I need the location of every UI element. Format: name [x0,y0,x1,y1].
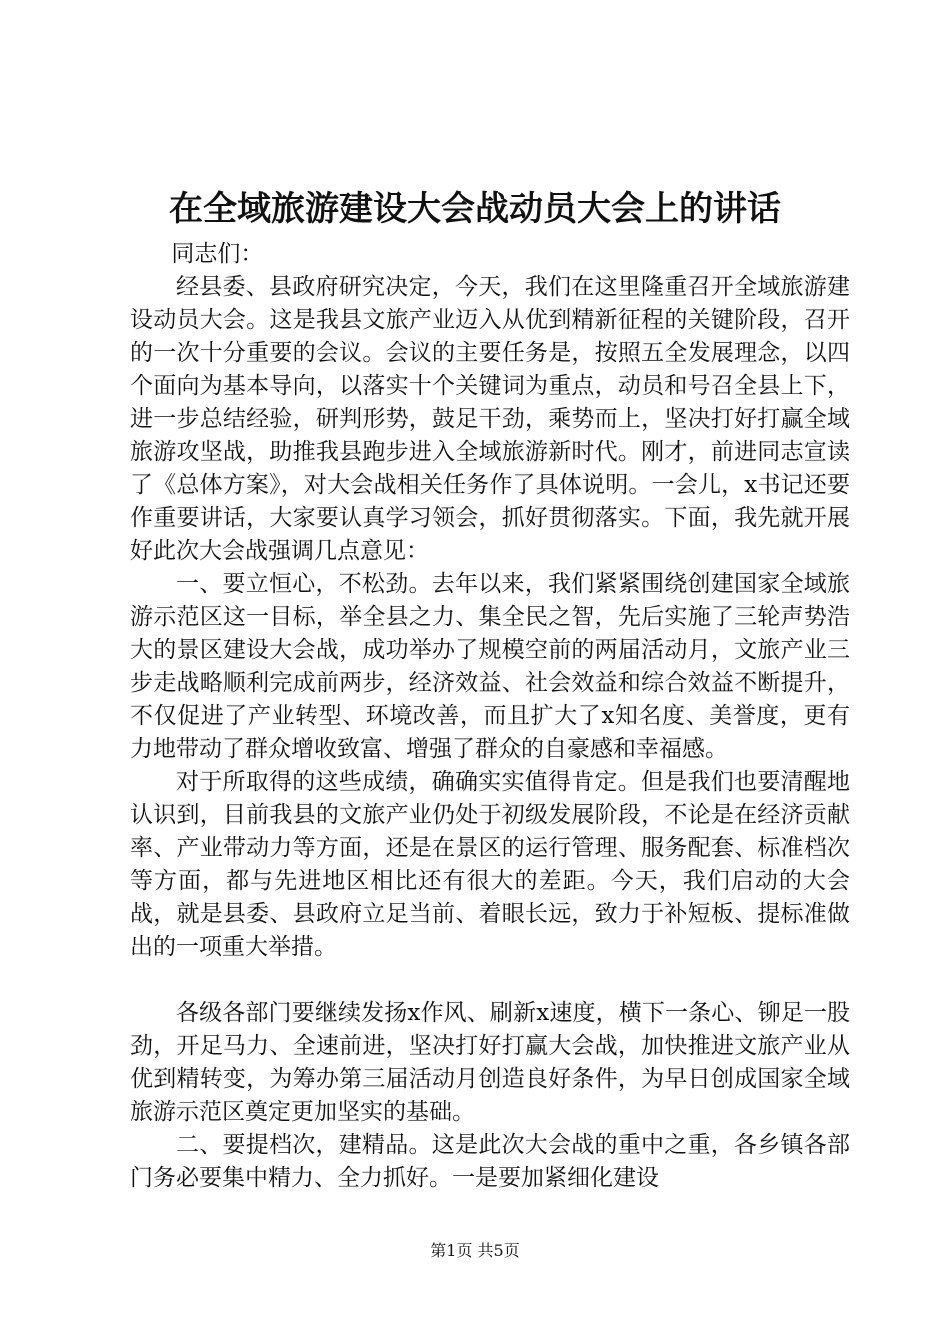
document-title: 在全域旅游建设大会战动员大会上的讲话 [169,189,781,229]
page-number-footer: 第1页 共5页 [430,1241,520,1260]
paragraph-section-one: 一、要立恒心，不松劲。去年以来，我们紧紧围绕创建国家全域旅游示范区这一目标，举全县之力、集全民之智，先后实施了三轮声势浩大的景区建设大会战，成功举办了规模空前的两届活动月，文旅产业三步走战略顺利完成前两步，经济效益、社会效益和综合效益不断提升，不仅促进了产业转型、环境改善，而且扩大了x知名度、美誉度，更有力地带动了群众增收致富、增强了群众的自豪感和幸福感。 [130,571,850,762]
paragraph-section-two: 二、要提档次，建精品。这是此次大会战的重中之重，各乡镇各部门务必要集中精力、全力抓好。一是要加紧细化建设 [130,1132,850,1191]
paragraph-achievements: 对于所取得的这些成绩，确确实实值得肯定。但是我们也要清醒地认识到，目前我县的文旅产业仍处于初级发展阶段，不论是在经济贡献率、产业带动力等方面，还是在景区的运行管理、服务配套、标准档次等方面，都与先进地区相比还有很大的差距。今天，我们启动的大会战，就是县委、县政府立足当前、着眼长远，致力于补短板、提标准做出的一项重大举措。 [130,769,850,960]
document-body [130,238,850,1195]
paragraph-intro: 经县委、县政府研究决定，今天，我们在这里隆重召开全域旅游建设动员大会。这是我县文旅产业迈入从优到精新征程的关键阶段，召开的一次十分重要的会议。会议的主要任务是，按照五全发展理念，以四个面向为基本导向，以落实十个关键词为重点，动员和号召全县上下，进一步总结经验，研判形势，鼓足干劲，乘势而上，坚决打好打赢全域旅游攻坚战，助推我县跑步进入全域旅游新时代。刚才，前进同志宣读了《总体方案》，对大会战相关任务作了具体说明。一会儿，x书记还要作重要讲话，大家要认真学习领会，抓好贯彻落实。下面，我先就开展好此次大会战强调几点意见： [130,274,850,564]
paragraph-call-to-action: 各级各部门要继续发扬x作风、刷新x速度，横下一条心、铆足一股劲，开足马力、全速前进，坚决打好打赢大会战，加快推进文旅产业从优到精转变，为筹办第三届活动月创造良好条件，为早日创成国家全域旅游示范区奠定更加坚实的基础。 [130,1000,850,1125]
salutation: 同志们： [171,241,264,267]
